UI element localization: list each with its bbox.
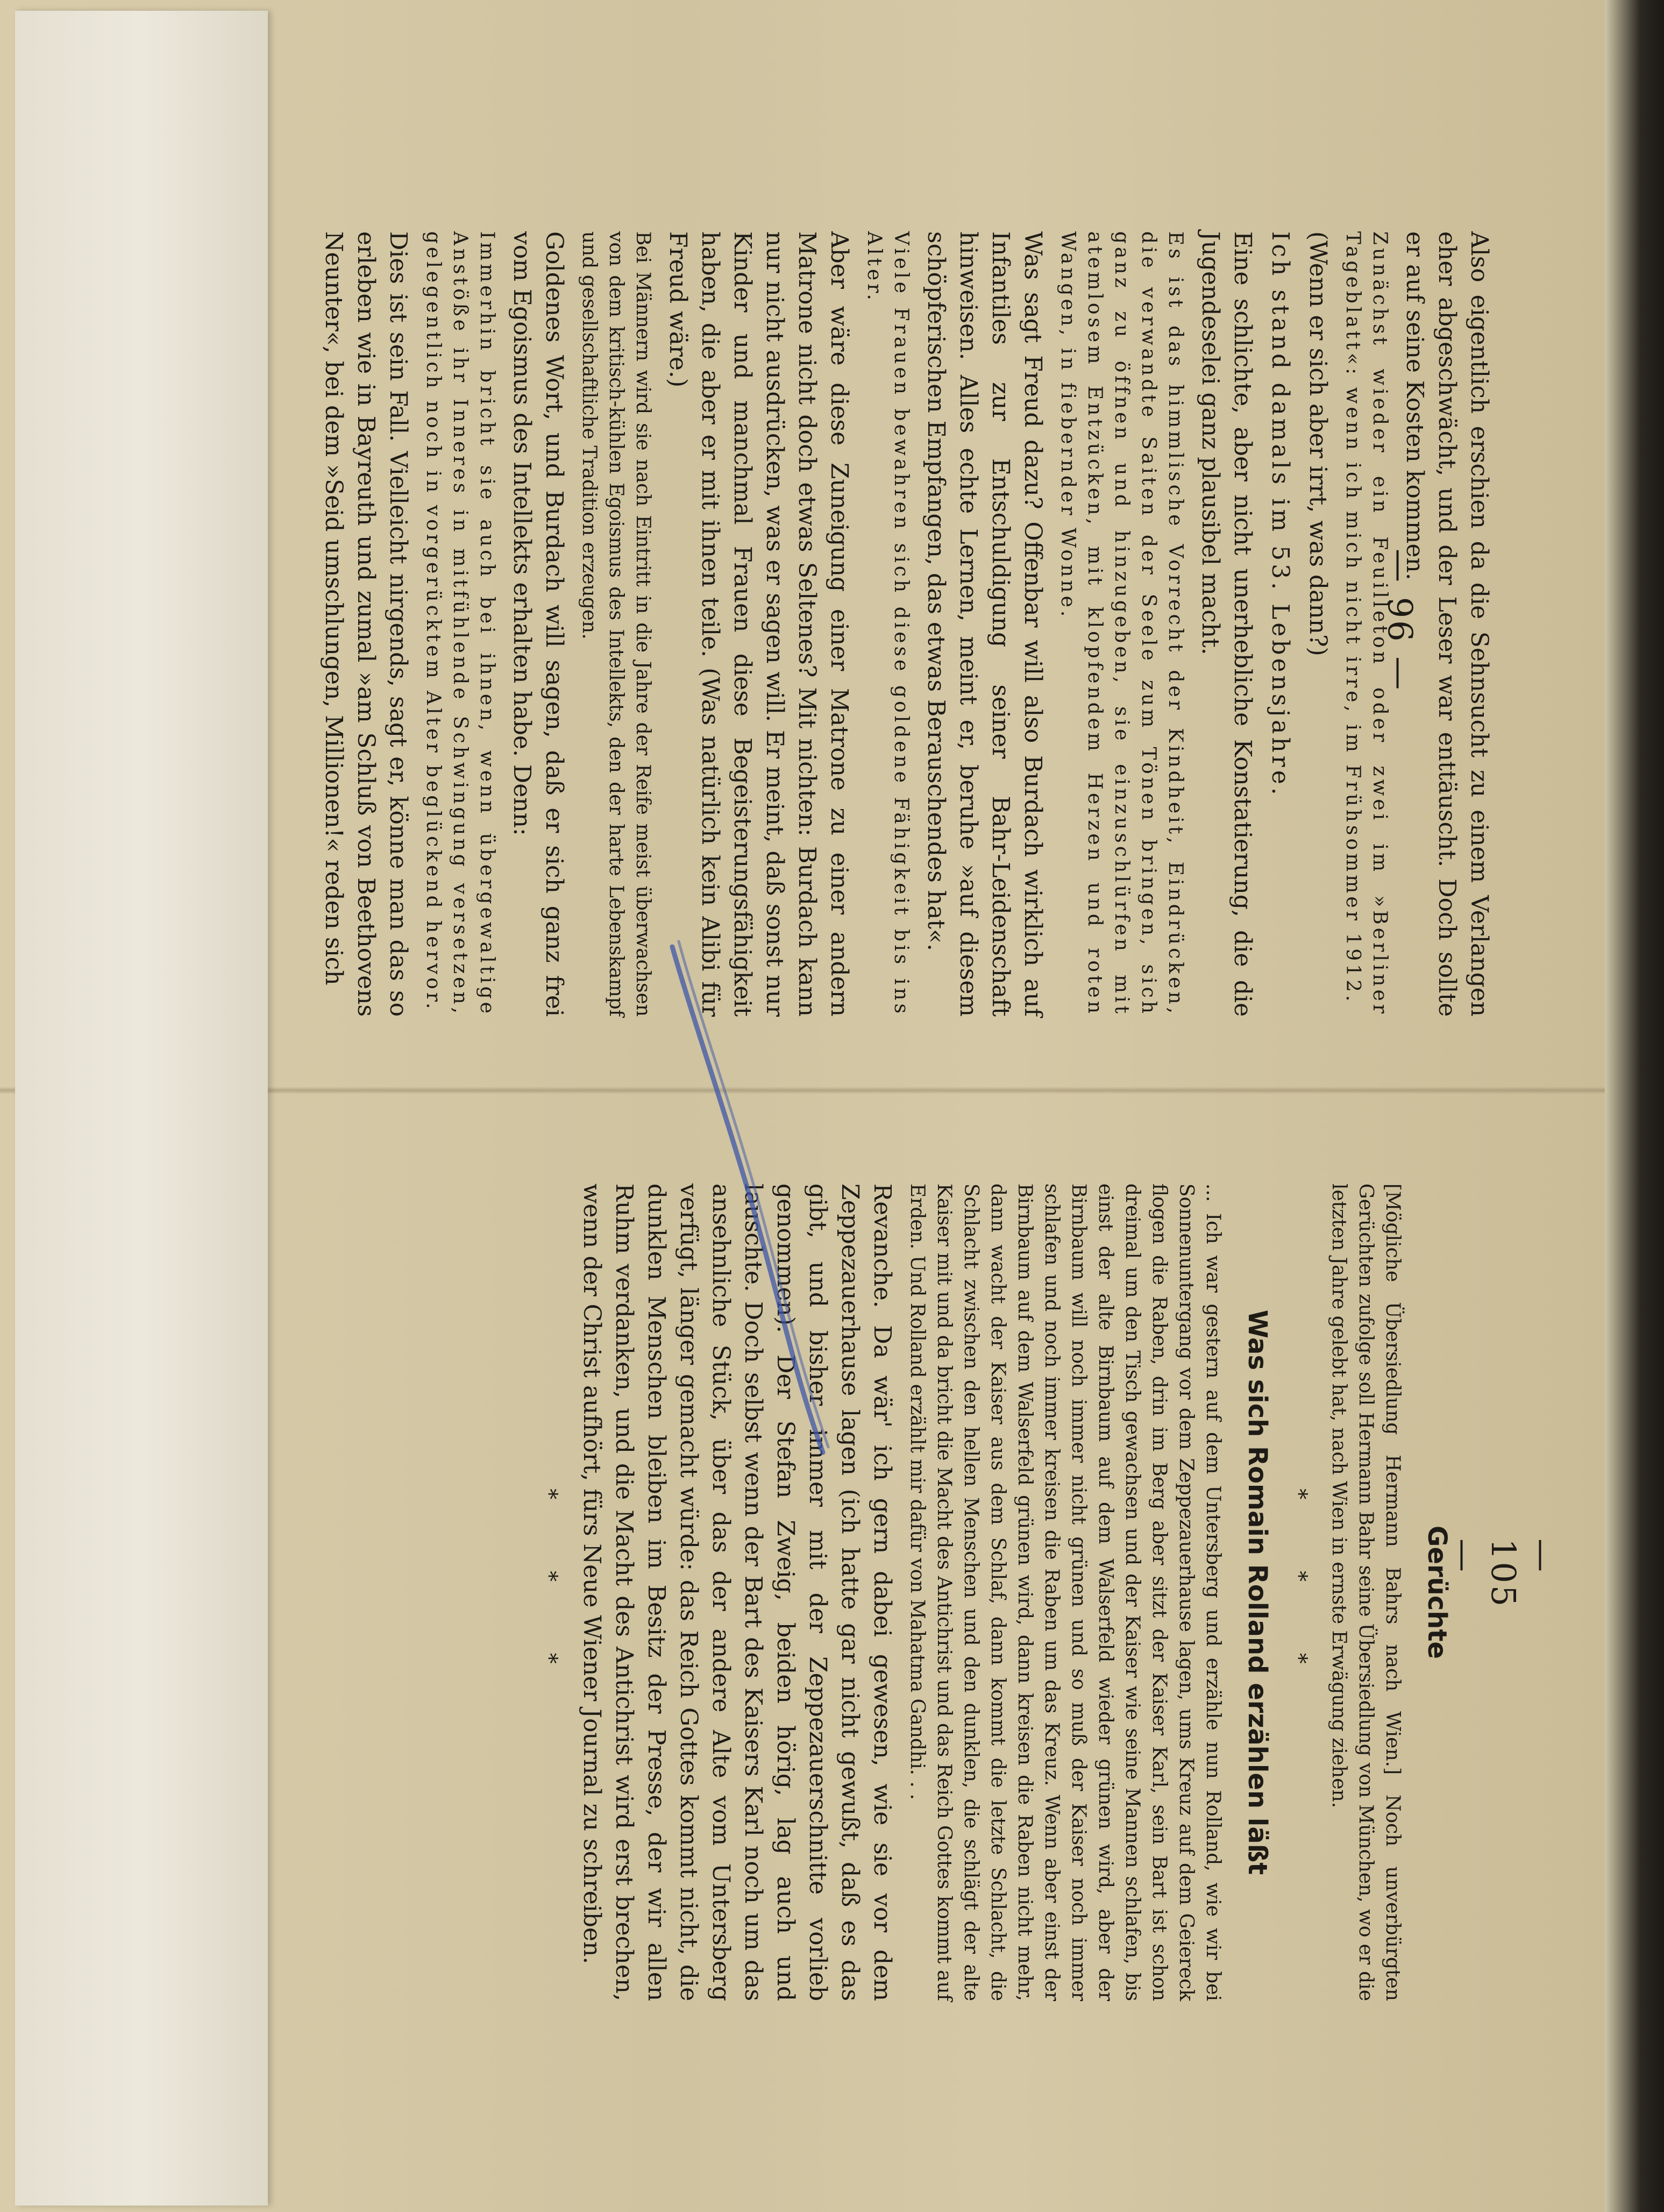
paragraph: Aber wäre diese Zuneigung einer Matrone zu einer andern Matrone nicht doch etwas Seltenes? Mit nichten: Burdach kann nur nicht ausdrücken, was er sagen will. Er meint, daß sonst nur Kinder und manchmal Frauen diese Begeisterungsfähigkeit haben, die aber er mit ihnen teile. (Was natürlich kein Alibi für Freud wäre.) bbox=[664, 231, 853, 1017]
quote-paragraph: Es ist das himmlische Vorrecht der Kindheit, Eindrücken, die verwandte Saiten der Seele zum Tönen bringen, sich ganz zu öffnen und hinzugeben, sie einzuschlürfen mit atemlosem Entzücken, mit klopfendem Herzen und roten Wangen, in fiebernder Wonne. bbox=[1057, 231, 1186, 1017]
paragraph: [Mögliche Übersiedlung Hermann Bahrs nach Wien.] Noch unverbürgten Gerüchten zufolge soll Hermann Bahr seine Übersiedlung von München, wo er die letzten Jahre gelebt hat, nach Wien in ernste Erwägung ziehen. bbox=[1328, 1183, 1404, 2001]
page-number-left: — 96 — bbox=[1381, 549, 1420, 692]
quote-paragraph: Immerhin bricht sie auch bei ihnen, wenn übergewaltige Anstöße ihr Inneres in mitfühlende Schwingung versetzen, gelegentlich noch in vorgerücktem Alter beglückend hervor. bbox=[422, 231, 498, 1017]
section-separator: * * * bbox=[1286, 1488, 1311, 1696]
page-number-right: — 105 — bbox=[1445, 1539, 1562, 1609]
paragraph: ... Ich war gestern auf dem Untersberg und erzähle nun Rolland, wie wir bei Sonnenuntergang vor dem Zeppezauerhause lagen, ums Kreuz auf dem Geiereck flogen die Raben, drin im Berg aber sitzt der Kaiser Karl, sein Bart ist schon dreimal um den Tisch gewachsen und der Kaiser wie seine Mannen schlafen, bis einst der alte Birnbaum auf dem Walserfeld wieder grünen wird, aber der Birnbaum will noch immer nicht grünen und so muß der Kaiser noch immer schlafen und noch immer kreisen die Raben um das Kreuz. Wenn aber einst der Birnbaum auf dem Walserfeld grünen wird, dann kreisen die Raben nicht mehr, dann wacht der Kaiser aus dem Schlaf, dann kommt die letzte Schlacht, die Schlacht zwischen den hellen Menschen und den dunklen, die schlägt der alte Kaiser mit und da bricht die Macht des Antichrist und das Reich Gottes kommt auf Erden. Und Rolland erzählt mir dafür von Mahatma Gandhi. . . bbox=[906, 1183, 1224, 2001]
quote-paragraph: Viele Frauen bewahren sich diese goldene Fähigkeit bis ins Alter. bbox=[863, 231, 912, 1017]
paragraph: Goldenes Wort, und Burdach will sagen, daß er sich ganz frei vom Egoismus des Intellekts erhalten habe. Denn: bbox=[508, 231, 568, 1017]
quote-paragraph: Ich stand damals im 53. Lebensjahre. bbox=[1267, 231, 1294, 798]
paragraph: Was sagt Freud dazu? Offenbar will also Burdach wirklich auf Infantiles zur Entschuldigung seiner Bahr-Leidenschaft hinweisen. Alles echte Lernen, meint er, beruhe »auf diesem schöpferischen Empfangen, das etwas Berauschendes hat«. bbox=[922, 231, 1047, 1017]
paragraph: Eine schlichte, aber nicht unerhebliche Konstatierung, die die Jugendeselei ganz plausibel macht. bbox=[1197, 231, 1256, 1017]
paragraph: Also eigentlich erschien da die Sehnsucht zu einem Verlangen eher abgeschwächt, und der Leser war enttäuscht. Doch sollte er auf seine Kosten kommen. bbox=[1401, 231, 1493, 1017]
paragraph: Dies ist sein Fall. Vielleicht nirgends, sagt er, könne man das so erleben wie in Bayreuth und zumal »am Schluß von Beethovens Neunter«, bei dem »Seid umschlungen, Millionen!« reden sich bbox=[320, 231, 412, 1017]
section-separator: * * * bbox=[537, 1488, 561, 1696]
quote-paragraph: Bei Männern wird sie nach Eintritt in die Jahre der Reife meist überwachsen von dem kritisch-kühlen Egoismus des Intellekts, den der harte Lebenskampf und gesellschaftliche Tradition erzeugen. bbox=[578, 231, 654, 1017]
paragraph: Revanche. Da wär' ich gern dabei gewesen, wie sie vor dem Zeppezauerhause lagen (ich hatte gar nicht gewußt, daß es das gibt, und bisher immer mit der Zeppezauerschnitte vorlieb genommen). Der Stefan Zweig, beiden hörig, lag auch und lauschte. Doch selbst wenn der Bart des Kaisers Karl noch um das ansehnliche Stück, über das der andere Alte vom Untersberg verfügt, länger gemacht würde: das Reich Gottes kommt nicht, die dunklen Menschen bleiben im Besitz der Presse, der wir allen Ruhm verdanken, und die Macht des Antichrist wird erst brechen, wenn der Christ aufhört, fürs Neue Wiener Journal zu schreiben. bbox=[578, 1183, 896, 2001]
quote-paragraph: Zunächst wieder ein Feuilleton oder zwei im »Berliner Tageblatt«: wenn ich mich nicht irre, im Frühsommer 1912. bbox=[1342, 231, 1391, 1017]
paragraph: (Wenn er sich aber irrt, was dann?) bbox=[1304, 231, 1332, 656]
section-heading: Gerüchte bbox=[1422, 1526, 1452, 1659]
section-heading: Was sich Romain Rolland erzählen läßt bbox=[1242, 1309, 1272, 1875]
